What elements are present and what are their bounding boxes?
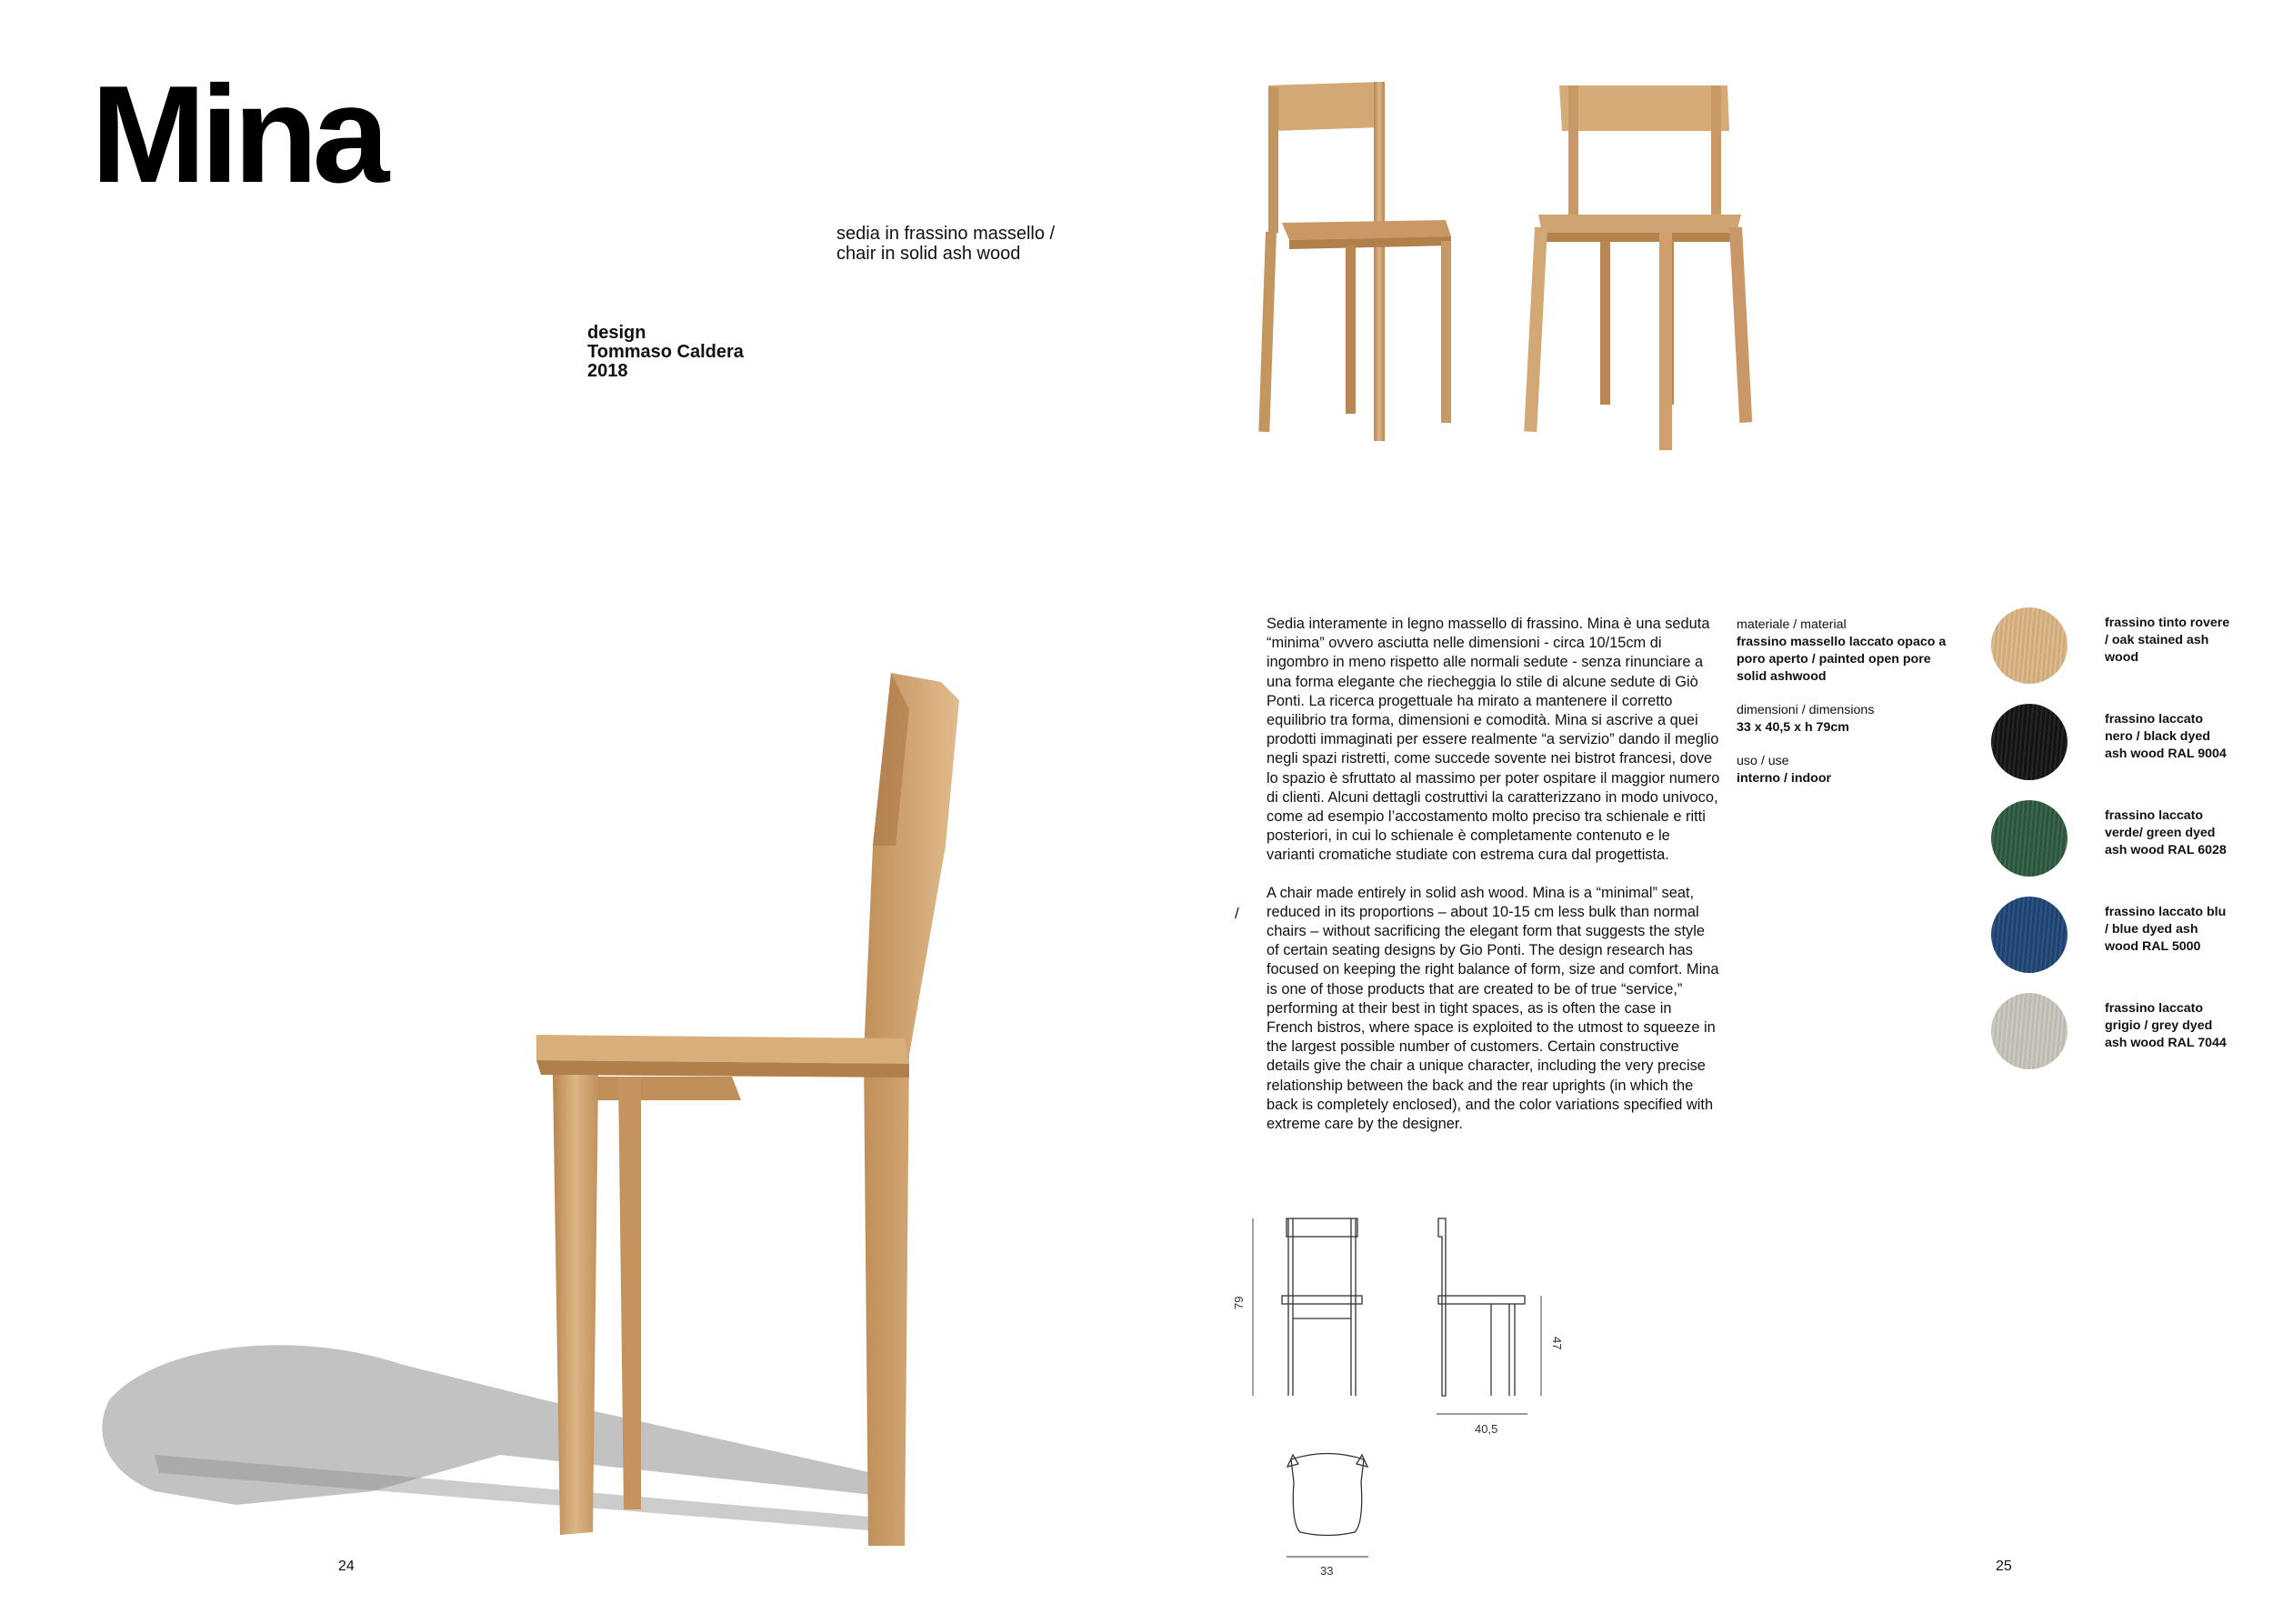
spec-value: interno / indoor (1737, 771, 1832, 786)
spec-dimensions (1737, 702, 1955, 737)
drawing-side-view (1437, 1218, 1541, 1414)
swatch-green (1991, 800, 2068, 877)
chair-shadow (102, 1345, 882, 1505)
finish-label: frassino laccato grigio / grey dyed ash wood RAL 7044 (2105, 1001, 2227, 1050)
chair-photo-2 (1524, 85, 1752, 450)
description-italian: Sedia interamente in legno massello di frassino. Mina è una seduta “minima” ovvero asciutta nelle dimensioni - circa 10/15cm di ingombro in meno rispetto alle normali sedute - senza rinunciare a una forma elegante che riecheggia lo stile di alcune sedute di Giò Ponti. La ricerca progettuale ha mirato a mantenere il corretto equilibrio tra forma, dimensioni e comodità. Mina si ascrive a quei prodotti immaginati per essere realmente “a servizio” dando il meglio negli spazi ristretti, come succede sovente nei bistrot francesi, dove lo spazio è sfruttato al massimo per poter ospitare il maggior numero di clienti. Alcuni dettagli costruttivi la caratterizzano in modo univoco, come ad esempio l’accostamento molto preciso tra schienale e ritti posteriori, in cui lo schienale è completamente contenuto e le varianti cromatiche studiate con estrema cura dal progettista. (1267, 616, 1720, 864)
subtitle-line-en: chair in solid ash wood (836, 244, 1021, 264)
design-year: 2018 (587, 361, 628, 381)
spec-material (1737, 617, 1955, 686)
chair-photo-1 (1258, 82, 1451, 441)
subtitle-line-it: sedia in frassino massello / (836, 224, 1056, 244)
drawing-plan-view (1287, 1454, 1368, 1558)
dim-seat-height: 47 (1550, 1337, 1564, 1350)
design-credits (587, 324, 806, 381)
spec-label: dimensioni / dimensions (1737, 703, 1875, 717)
page-number-right: 25 (1996, 1559, 2012, 1574)
designer-name: Tommaso Caldera (587, 342, 744, 362)
spec-label: uso / use (1737, 754, 1789, 768)
finish-label: frassino laccato blu / blue dyed ash wood RAL 5000 (2105, 905, 2227, 954)
description-english: A chair made entirely in solid ash wood. Mina is a “minimal” seat, reduced in its proportions – about 10-15 cm less bulk than normal chairs – without sacrificing the elegant form that suggests the style of certain seating designs by Gio Ponti. The design research has focused on keeping the right balance of form, size and comfort. Mina is one of those products that are created to be of true “service,” performing at their best in tight spaces, as is often the case in French bistros, where space is exploited to the utmost to squeeze in the largest possible number of customers. Certain constructive details give the chair a unique character, including the very precise relationship between the back and the rear uprights (in which the back is completely enclosed), and the color variations specified with extreme care by the designer. (1267, 884, 1719, 1133)
finish-grey (1991, 993, 2068, 1069)
product-subtitle (836, 224, 1127, 264)
description-block (1267, 615, 1721, 1134)
dim-height: 79 (1232, 1296, 1246, 1309)
swatch-oak (1991, 607, 2068, 684)
drawing-front-view (1253, 1218, 1362, 1396)
swatch-black (1991, 704, 2068, 780)
spec-value: 33 x 40,5 x h 79cm (1737, 720, 1849, 735)
spec-use (1737, 753, 1955, 787)
dim-depth: 40,5 (1475, 1422, 1498, 1436)
spec-value: frassino massello laccato opaco a poro aperto / painted open pore solid ashwood (1737, 635, 1947, 684)
finish-label: frassino laccato verde/ green dyed ash wood RAL 6028 (2105, 808, 2227, 857)
product-title: Mina (91, 57, 385, 212)
finish-black (1991, 704, 2068, 780)
swatch-blue (1991, 897, 2068, 973)
language-separator: / (1235, 905, 1239, 922)
finish-label: frassino laccato nero / black dyed ash wood RAL 9004 (2105, 712, 2227, 761)
chair-photo-side (73, 673, 982, 1555)
finish-label: frassino tinto rovere / oak stained ash wood (2105, 616, 2230, 665)
finish-blue (1991, 897, 2068, 973)
swatch-grey (1991, 993, 2068, 1069)
specs-block (1737, 617, 1955, 804)
finish-green (1991, 800, 2068, 877)
technical-drawings (1227, 1209, 1591, 1582)
finish-oak (1991, 607, 2068, 684)
dim-width: 33 (1320, 1564, 1334, 1578)
page-number-left: 24 (338, 1559, 355, 1574)
credits-label: design (587, 323, 646, 343)
spec-label: materiale / material (1737, 617, 1847, 632)
chairs-photo-pair (1246, 73, 1755, 455)
